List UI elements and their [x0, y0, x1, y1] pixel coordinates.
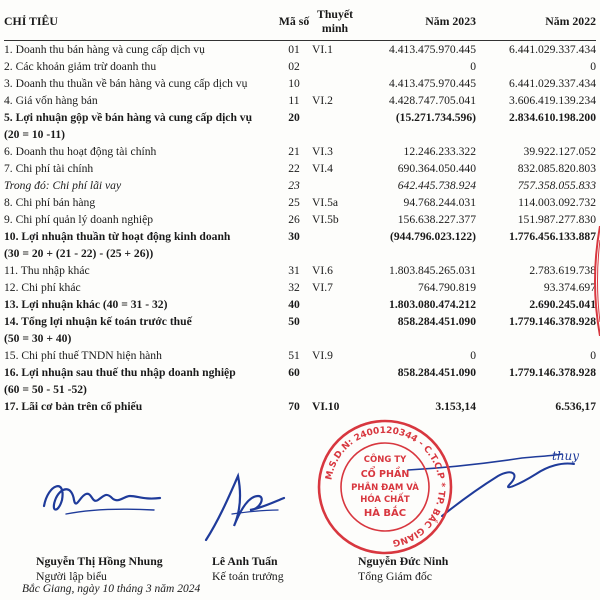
- table-row: [4, 347, 596, 364]
- row-code: 26: [288, 212, 300, 226]
- chief-accountant-role: Kế toán trưởng: [212, 569, 284, 583]
- seal-ring-text: M.S.D.N: 2400120344 - C.T.C.P * TP. BẮC GIANG: [324, 425, 447, 548]
- row-value-2022: 2.783.619.738: [529, 263, 596, 277]
- row-code: 25: [288, 195, 300, 209]
- row-label: (50 = 30 + 40): [4, 331, 72, 345]
- header-code: Mã số: [278, 13, 310, 28]
- seal-line-3: PHÂN ĐẠM VÀ: [351, 483, 419, 493]
- row-label: 7. Chi phí tài chính: [4, 161, 94, 175]
- table-body: [4, 40, 596, 415]
- row-code: 21: [288, 144, 300, 158]
- row-value-2022: 6.536,17: [555, 399, 596, 413]
- row-note: [312, 75, 358, 92]
- row-code: [276, 245, 312, 262]
- seal-line-2: CỔ PHẦN: [360, 469, 410, 480]
- header-year-2022: Năm 2022: [545, 13, 596, 28]
- row-note: [312, 126, 358, 143]
- row-code: 70: [288, 399, 300, 413]
- row-note: [312, 177, 358, 194]
- row-value-2023: (944.796.023.122): [390, 229, 476, 243]
- row-note: VI.5a: [312, 195, 339, 209]
- row-note: [312, 109, 358, 126]
- row-value-2022: 93.374.697: [543, 280, 596, 294]
- row-value-2022: [476, 381, 596, 398]
- seal-line-5: HÀ BẮC: [363, 508, 407, 519]
- row-label: 17. Lãi cơ bản trên cổ phiếu: [4, 399, 143, 413]
- chief-accountant-name: Lê Anh Tuấn: [212, 554, 278, 568]
- row-value-2023: 12.246.233.322: [403, 144, 476, 158]
- row-value-2023: 858.284.451.090: [397, 365, 476, 379]
- row-label: 14. Tổng lợi nhuận kế toán trước thuế: [4, 314, 192, 328]
- row-code: 60: [288, 365, 300, 379]
- row-label: 13. Lợi nhuận khác (40 = 31 - 32): [4, 297, 168, 311]
- row-note: [312, 245, 358, 262]
- row-label: 3. Doanh thu thuần về bán hàng và cung cấp dịch vụ: [4, 76, 248, 90]
- row-note: VI.9: [312, 348, 333, 362]
- row-value-2023: 4.413.475.970.445: [389, 76, 476, 90]
- row-code: 40: [288, 297, 300, 311]
- row-value-2023: [358, 381, 476, 398]
- row-value-2022: 1.779.146.378.928: [509, 365, 596, 379]
- row-label: 6. Doanh thu hoạt động tài chính: [4, 144, 157, 158]
- row-label: 5. Lợi nhuận gộp về bán hàng và cung cấp dịch vụ: [4, 110, 253, 124]
- director-name: Nguyễn Đức Ninh: [358, 554, 449, 568]
- row-code: 23: [288, 178, 300, 192]
- row-note: VI.2: [312, 93, 333, 107]
- row-value-2023: 642.445.738.924: [397, 178, 476, 192]
- table-row: [4, 211, 596, 228]
- row-note: VI.4: [312, 161, 333, 175]
- row-code: 31: [288, 263, 300, 277]
- row-value-2022: 151.987.277.830: [517, 212, 596, 226]
- edge-stamp-fragment: [588, 226, 600, 336]
- row-value-2023: 0: [470, 59, 476, 73]
- row-note: VI.5b: [312, 212, 339, 226]
- table-row: [4, 364, 596, 381]
- seal-line-1: CÔNG TY: [363, 455, 407, 465]
- row-code: 10: [288, 76, 300, 90]
- row-code: 30: [288, 229, 300, 243]
- row-code: 22: [288, 161, 300, 175]
- row-value-2023: 690.364.050.440: [397, 161, 476, 175]
- row-note: VI.1: [312, 42, 333, 56]
- row-value-2022: 2.834.610.198.200: [509, 110, 596, 124]
- row-label: 11. Thu nhập khác: [4, 263, 90, 277]
- header-indicator: CHỈ TIÊU: [4, 13, 58, 28]
- table-row: [4, 262, 596, 279]
- row-value-2022: [476, 330, 596, 347]
- row-value-2022: 1.779.146.378.928: [509, 314, 596, 328]
- row-code: 51: [288, 348, 300, 362]
- row-code: 20: [288, 110, 300, 124]
- header-note-line2: minh: [321, 20, 349, 35]
- row-label: 16. Lợi nhuận sau thuế thu nhập doanh nghiệp: [4, 365, 236, 379]
- seal-line-4: HÓA CHẤT: [360, 495, 410, 505]
- row-note: [312, 228, 358, 245]
- row-note: VI.10: [312, 399, 340, 413]
- row-label: (60 = 50 - 51 -52): [4, 382, 87, 396]
- row-value-2022: [476, 126, 596, 143]
- income-statement-table: [4, 2, 596, 415]
- svg-text:thuy: thuy: [552, 449, 580, 463]
- row-label: 10. Lợi nhuận thuần từ hoạt động kinh doanh: [4, 229, 231, 243]
- row-note: [312, 330, 358, 347]
- row-note: VI.7: [312, 280, 333, 294]
- row-value-2023: 1.803.080.474.212: [389, 297, 476, 311]
- table-row: [4, 92, 596, 109]
- row-code: 02: [288, 59, 300, 73]
- row-value-2023: 3.153,14: [435, 399, 476, 413]
- row-code: [276, 126, 312, 143]
- row-label: (20 = 10 -11): [4, 127, 66, 141]
- header-note: [312, 2, 358, 40]
- table-row: [4, 75, 596, 92]
- row-note: [312, 313, 358, 330]
- row-value-2023: 94.768.244.031: [403, 195, 476, 209]
- preparer-block: [36, 554, 163, 584]
- table-row: [4, 330, 596, 347]
- chief-accountant-signature: [196, 466, 288, 546]
- row-value-2022: 757.358.055.833: [517, 178, 596, 192]
- table-row: [4, 245, 596, 262]
- header-note-line1: Thuyết: [316, 6, 354, 21]
- row-label: 1. Doanh thu bán hàng và cung cấp dịch vụ: [4, 42, 205, 56]
- row-value-2023: [358, 245, 476, 262]
- row-value-2023: 4.428.747.705.041: [389, 93, 476, 107]
- table-row: [4, 126, 596, 143]
- table-row: [4, 40, 596, 58]
- row-note: VI.6: [312, 263, 333, 277]
- table-row: [4, 381, 596, 398]
- row-value-2022: 6.441.029.337.434: [509, 76, 596, 90]
- row-value-2022: 114.003.092.732: [518, 195, 596, 209]
- row-note: [312, 296, 358, 313]
- row-code: [276, 330, 312, 347]
- row-label: 2. Các khoản giảm trừ doanh thu: [4, 59, 157, 73]
- table-row: [4, 279, 596, 296]
- row-value-2023: (15.271.734.596): [395, 110, 476, 124]
- table-row: [4, 143, 596, 160]
- row-label: 9. Chi phí quản lý doanh nghiệp: [4, 212, 154, 226]
- row-label: 12. Chi phí khác: [4, 280, 81, 294]
- row-label: 15. Chi phí thuế TNDN hiện hành: [4, 348, 162, 362]
- table-row: [4, 160, 596, 177]
- preparer-role: Người lập biểu: [36, 569, 107, 583]
- table-row: [4, 228, 596, 245]
- director-block: [358, 554, 448, 584]
- row-code: 32: [288, 280, 300, 294]
- row-label: Trong đó: Chi phí lãi vay: [4, 178, 122, 192]
- row-code: 50: [288, 314, 300, 328]
- preparer-signature: [36, 470, 166, 528]
- row-value-2022: 1.776.456.133.887: [509, 229, 596, 243]
- chief-accountant-block: [212, 554, 284, 584]
- table-row: [4, 313, 596, 330]
- table-header: [4, 2, 596, 40]
- row-code: [276, 381, 312, 398]
- row-value-2023: 764.790.819: [418, 280, 476, 294]
- row-note: [312, 58, 358, 75]
- row-label: 8. Chi phí bán hàng: [4, 195, 96, 209]
- row-value-2022: 6.441.029.337.434: [509, 42, 596, 56]
- table-row: [4, 177, 596, 194]
- preparer-name: Nguyễn Thị Hồng Nhung: [36, 554, 163, 568]
- row-value-2023: [358, 330, 476, 347]
- row-value-2022: 39.922.127.052: [523, 144, 596, 158]
- row-code: 11: [288, 93, 300, 107]
- row-note: [312, 364, 358, 381]
- table-row: [4, 194, 596, 211]
- row-code: 01: [288, 42, 300, 56]
- row-value-2022: 0: [590, 348, 596, 362]
- row-value-2023: 858.284.451.090: [397, 314, 476, 328]
- row-value-2023: 4.413.475.970.445: [389, 42, 476, 56]
- row-label: (30 = 20 + (21 - 22) - (25 + 26)): [4, 246, 154, 260]
- row-value-2023: 0: [470, 348, 476, 362]
- table-row: [4, 109, 596, 126]
- place-and-date: Bắc Giang, ngày 10 tháng 3 năm 2024: [22, 583, 201, 595]
- table-row: [4, 296, 596, 313]
- company-seal-icon: [316, 418, 454, 556]
- row-note: [312, 381, 358, 398]
- row-value-2022: 832.085.820.803: [517, 161, 596, 175]
- row-value-2022: 2.690.245.041: [529, 297, 596, 311]
- table-row: [4, 398, 596, 415]
- row-value-2023: [358, 126, 476, 143]
- row-value-2022: 0: [590, 59, 596, 73]
- row-note: VI.3: [312, 144, 333, 158]
- row-value-2022: [476, 245, 596, 262]
- row-value-2022: 3.606.419.139.234: [509, 93, 596, 107]
- director-role: Tổng Giám đốc: [358, 569, 433, 583]
- row-label: 4. Giá vốn hàng bán: [4, 93, 98, 107]
- header-year-2023: Năm 2023: [425, 13, 476, 28]
- row-value-2023: 156.638.227.377: [397, 212, 476, 226]
- table-row: [4, 58, 596, 75]
- row-value-2023: 1.803.845.265.031: [389, 263, 476, 277]
